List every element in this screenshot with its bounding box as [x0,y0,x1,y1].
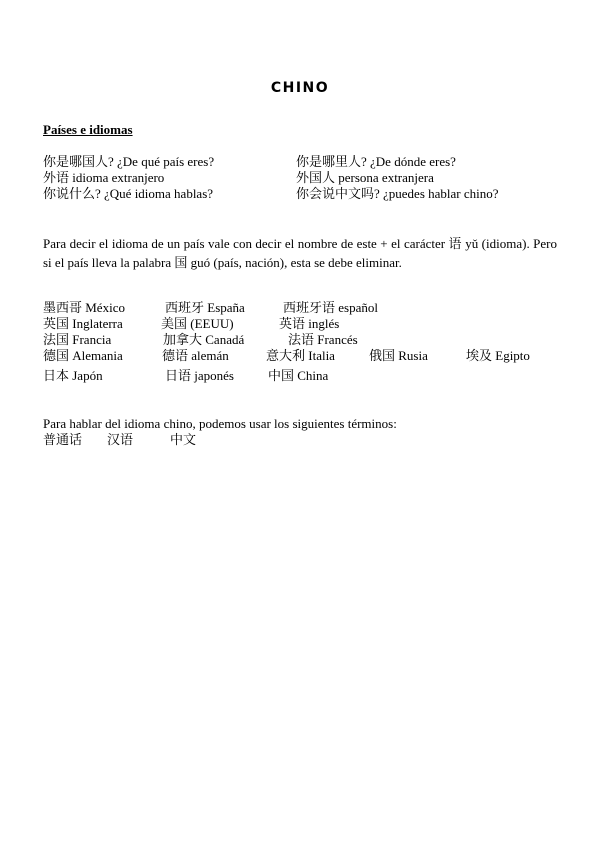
phrase-foreign-person: 外国人 persona extranjera [296,170,434,185]
explanation-paragraph: Para decir el idioma de un país vale con decir el nombre de este + el carácter 语 yǔ (idioma). Pero si el país lleva la palabra 国 guó (país, nación), esta se debe eliminar. [43,236,557,270]
phrase-foreign-language: 外语 idioma extranjero [43,170,165,185]
term-putonghua: 普通话 [43,432,83,447]
vocab-english: 英语 inglés [279,316,340,331]
vocab-germany: 德国 Alemania [43,348,123,363]
vocab-japan: 日本 Japón [43,368,103,383]
section-heading: Países e idiomas [43,122,133,137]
page-title: CHINO [270,80,330,96]
vocab-mexico: 墨西哥 México [43,300,125,315]
phrase-where-from: 你是哪里人? ¿De dónde eres? [296,154,456,169]
term-zhongwen: 中文 [170,432,197,447]
vocab-canada: 加拿大 Canadá [163,332,245,347]
vocab-spanish: 西班牙语 español [283,300,378,315]
chinese-terms-intro: Para hablar del idioma chino, podemos usar los siguientes términos: [43,416,397,431]
phrase-speak-chinese: 你会说中文吗? ¿puedes hablar chino? [296,186,499,201]
vocab-german: 德语 alemán [162,348,229,363]
vocab-usa: 美国 (EEUU) [161,316,234,331]
vocab-england: 英国 Inglaterra [43,316,123,331]
term-hanyu: 汉语 [107,432,134,447]
vocab-japanese: 日语 japonés [165,368,234,383]
vocab-russia: 俄国 Rusia [369,348,428,363]
vocab-spain: 西班牙 España [165,300,245,315]
vocab-italy: 意大利 Italia [266,348,335,363]
phrase-where-country: 你是哪国人? ¿De qué país eres? [43,154,215,169]
vocab-france: 法国 Francia [43,332,112,347]
phrase-what-language: 你说什么? ¿Qué idioma hablas? [43,186,214,201]
vocab-china: 中国 China [268,368,329,383]
vocab-egypt: 埃及 Egipto [466,348,530,363]
vocab-french: 法语 Francés [288,332,358,347]
